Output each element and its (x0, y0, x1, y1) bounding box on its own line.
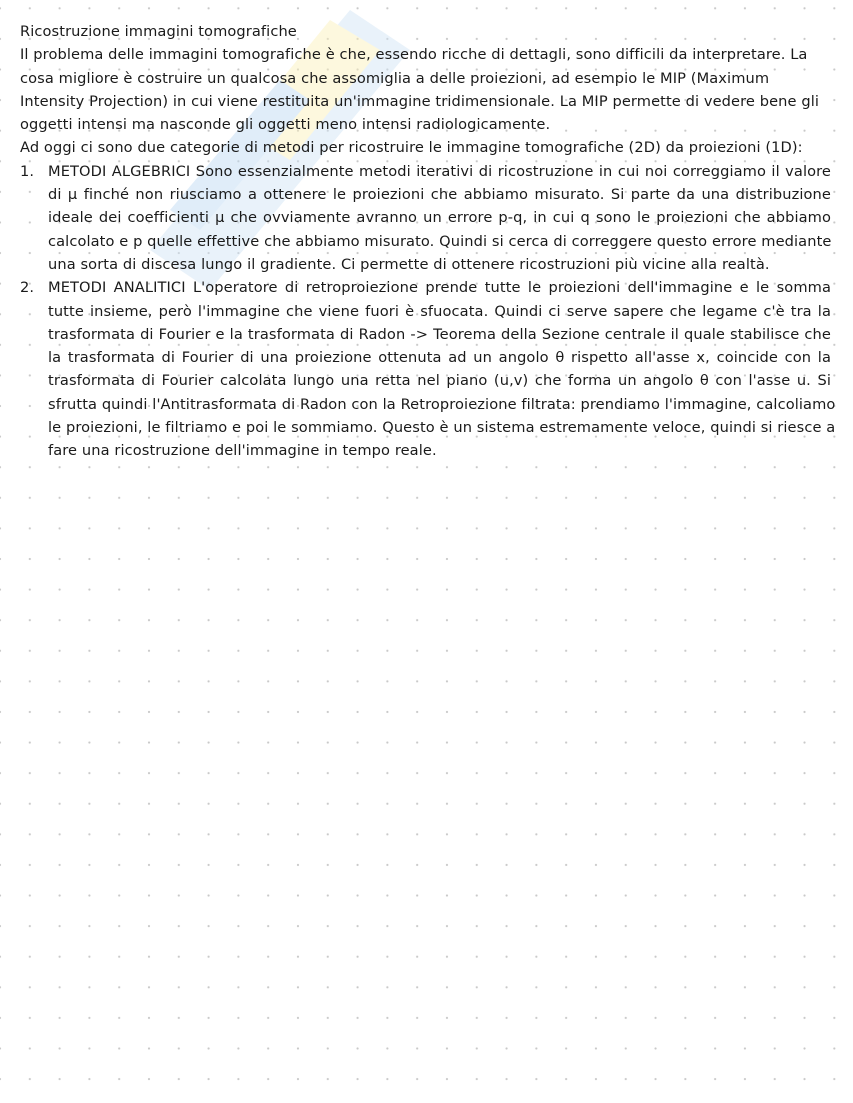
list-number: 1. (20, 162, 35, 180)
list-line: tutte insieme, però l'immagine che viene fuori è sfuocata. Quindi ci serve sapere che legame c'è tra la (48, 302, 831, 320)
list-item-body (48, 276, 836, 462)
intro-line: Intensity Projection) in cui viene restituita un'immagine tridimensionale. La MIP permette di vedere bene gli (20, 92, 820, 110)
document-page (20, 20, 836, 463)
list-line: le proiezioni, le filtriamo e poi le sommiamo. Questo è un sistema estremamente veloce, quindi si riesce a (48, 419, 836, 437)
list-line: una sorta di discesa lungo il gradiente. Ci permette di ottenere ricostruzioni più vicine alla realtà. (48, 255, 770, 273)
list-line: trasformata di Fourier e la trasformata di Radon -> Teorema della Sezione centrale il quale stabilisce che (48, 325, 831, 343)
list-line: di μ finché non riusciamo a ottenere le proiezioni che abbiamo misurato. Si parte da una distribuzione (48, 186, 831, 204)
list-line: ideale dei coefficienti μ che ovviamente avranno un errore p-q, in cui q sono le proiezioni che abbiamo (48, 209, 831, 227)
list-line: calcolato e p quelle effettive che abbiamo misurato. Quindi si cerca di correggere questo errore mediante (48, 232, 832, 250)
intro-line: Ad oggi ci sono due categorie di metodi per ricostruire le immagine tomografiche (2D) da proiezioni (1D): (20, 139, 803, 157)
methods-list (20, 160, 836, 463)
list-line: fare una ricostruzione dell'immagine in tempo reale. (48, 442, 437, 460)
intro-line: Il problema delle immagini tomografiche è che, essendo ricche di dettagli, sono difficili da interpretare. La (20, 46, 808, 64)
list-line: la trasformata di Fourier di una proiezione ottenuta ad un angolo θ rispetto all'asse x, coincide con la (48, 349, 831, 367)
list-item-analytic-methods (20, 276, 836, 462)
list-line: METODI ANALITICI L'operatore di retroproiezione prende tutte le proiezioni dell'immagine e le somma (48, 279, 831, 297)
list-line: sfrutta quindi l'Antitrasformata di Radon con la Retroproiezione filtrata: prendiamo l'immagine, calcoliamo (48, 395, 836, 413)
intro-line: oggetti intensi ma nasconde gli oggetti meno intensi radiologicamente. (20, 116, 551, 134)
intro-line: cosa migliore è costruire un qualcosa che assomiglia a delle proiezioni, ad esempio le MIP (Maximum (20, 69, 770, 87)
list-number: 2. (20, 279, 35, 297)
list-item-algebraic-methods (20, 160, 832, 276)
list-line: METODI ALGEBRICI Sono essenzialmente metodi iterativi di ricostruzione in cui noi correggiamo il valore (48, 162, 831, 180)
list-item-body (48, 160, 831, 276)
list-line: trasformata di Fourier calcolata lungo una retta nel piano (u,v) che forma un angolo θ con l'asse u. Si (48, 372, 831, 390)
document-title: Ricostruzione immagini tomografiche (20, 23, 297, 40)
